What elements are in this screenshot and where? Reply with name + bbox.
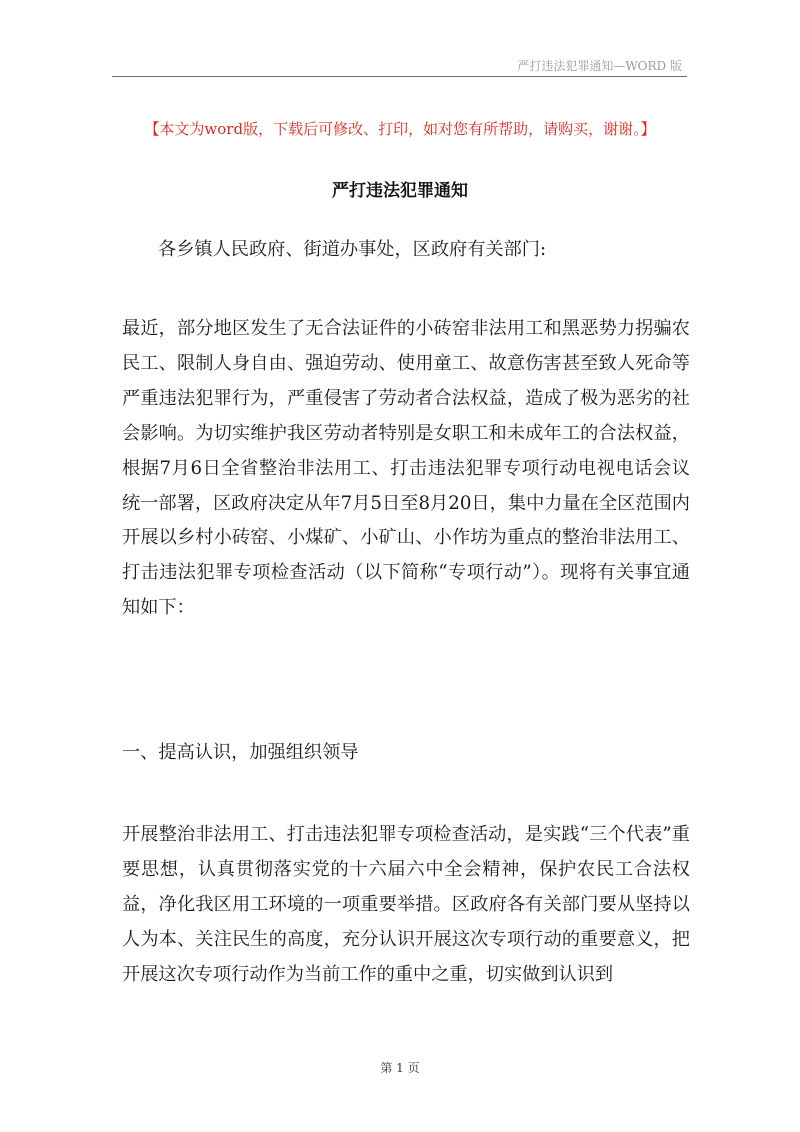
header-divider <box>112 76 687 77</box>
salutation: 各乡镇人民政府、街道办事处，区政府有关部门: <box>158 239 547 260</box>
document-title: 严打违法犯罪通知 <box>332 181 468 201</box>
section-heading-1: 一、提高认识，加强组织领导 <box>122 742 359 763</box>
paragraph-intro: 最近，部分地区发生了无合法证件的小砖窑非法用工和黑恶势力拐骗农民工、限制人身自由、强迫劳动、使用童工、故意伤害甚至致人死命等严重违法犯罪行为，严重侵害了劳动者合法权益，造成了极为恶劣的社会影响。为切实维护我区劳动者特别是女职工和未成年工的合法权益，根据7月6日全省整治非法用工、打击违法犯罪专项行动电视电话会议统一部署，区政府决定从年7月5日至8月20日，集中力量在全区范围内开展以乡村小砖窑、小煤矿、小矿山、小作坊为重点的整治非法用工、打击违法犯罪专项检查活动（以下简称“专项行动”）。现将有关事宜通知如下： <box>122 318 690 619</box>
paragraph-section-1: 开展整治非法用工、打击违法犯罪专项检查活动，是实践“三个代表”重要思想，认真贯彻落实党的十六届六中全会精神，保护农民工合法权益，净化我区用工环境的一项重要举措。区政府各有关部门要从坚持以人为本、关注民生的高度，充分认识开展这次专项行动的重要意义，把开展这次专项行动作为当前工作的重中之重，切实做到认识到 <box>122 824 690 985</box>
purchase-notice: 【本文为word版，下载后可修改、打印，如对您有所帮助，请购买，谢谢。】 <box>144 120 656 138</box>
running-header: 严打违法犯罪通知—WORD 版 <box>517 59 682 73</box>
page-number: 第 1 页 <box>380 1061 420 1075</box>
